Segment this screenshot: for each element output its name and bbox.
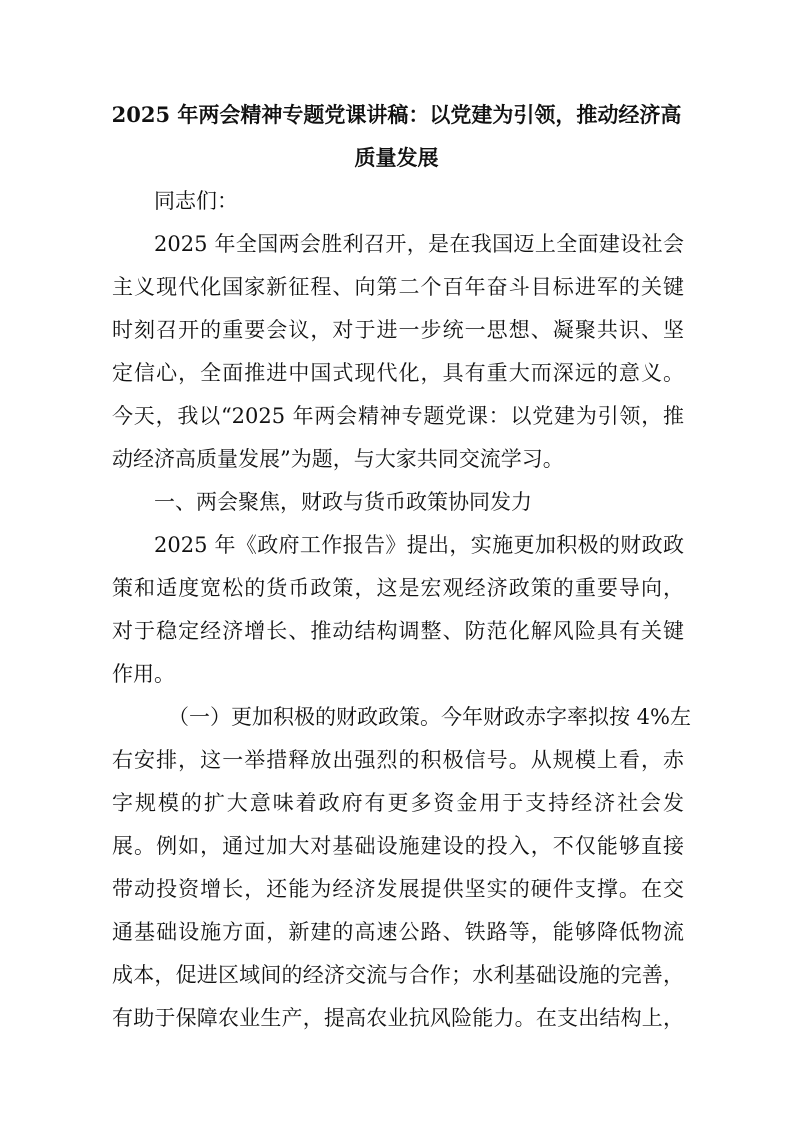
paragraph-line: 策和适度宽松的货币政策，这是宏观经济政策的重要导向， [112,576,684,600]
paragraph-line: 定信心，全面推进中国式现代化，具有重大而深远的意义。 [112,361,684,385]
paragraph-line: 右安排，这一举措释放出强烈的积极信号。从规模上看，赤 [112,748,684,772]
paragraph-line: 2025 年《政府工作报告》提出，实施更加积极的财政政 [154,533,684,557]
document-title-line-2: 质量发展 [354,145,439,170]
paragraph-line: 有助于保障农业生产，提高农业抗风险能力。在支出结构上， [112,1006,684,1030]
paragraph-line: 动经济高质量发展”为题，与大家共同交流学习。 [112,447,564,471]
paragraph-line: 字规模的扩大意味着政府有更多资金用于支持经济社会发 [112,791,684,815]
paragraph-line: 时刻召开的重要会议，对于进一步统一思想、凝聚共识、坚 [112,318,684,342]
paragraph-line: 成本，促进区域间的经济交流与合作；水利基础设施的完善， [112,963,684,987]
paragraph-line: 带动投资增长，还能为经济发展提供坚实的硬件支撑。在交 [112,877,684,901]
paragraph-line: 2025 年全国两会胜利召开，是在我国迈上全面建设社会 [154,232,684,256]
paragraph-line: 今天，我以“2025 年两会精神专题党课：以党建为引领，推 [112,404,684,428]
document-title-line-1: 2025 年两会精神专题党课讲稿：以党建为引领，推动经济高 [111,102,682,127]
paragraph-line: 通基础设施方面，新建的高速公路、铁路等，能够降低物流 [112,920,684,944]
subsection-line: （一）更加积极的财政政策。今年财政赤字率拟按 4%左 [168,705,691,729]
paragraph-line: 主义现代化国家新征程、向第二个百年奋斗目标进军的关键 [112,275,684,299]
section-heading: 一、两会聚焦，财政与货币政策协同发力 [154,490,532,514]
paragraph-line: 展。例如，通过加大对基础设施建设的投入，不仅能够直接 [112,834,684,858]
salutation: 同志们： [154,189,238,213]
paragraph-line: 对于稳定经济增长、推动结构调整、防范化解风险具有关键 [112,619,684,643]
paragraph-line: 作用。 [112,662,175,686]
